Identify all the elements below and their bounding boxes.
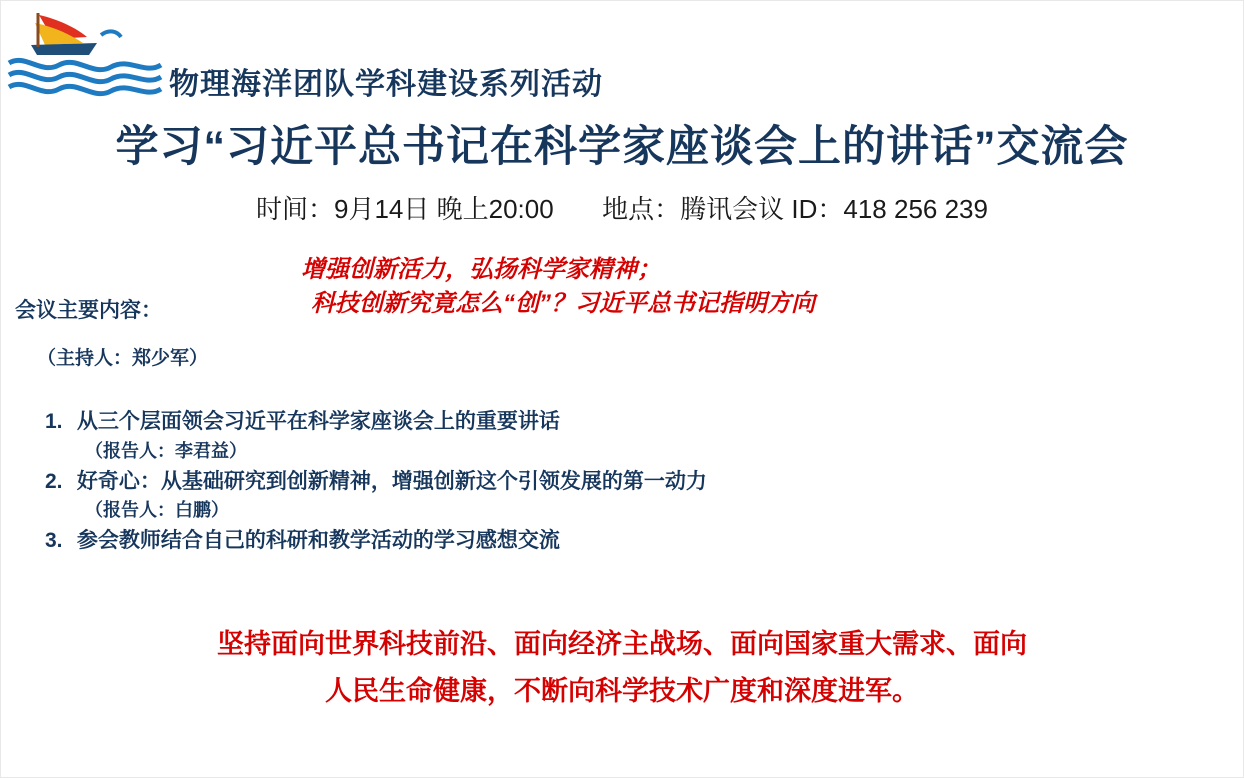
agenda-heading: 会议主要内容： xyxy=(15,299,162,322)
footer-quote-line-1: 坚持面向世界科技前沿、面向经济主战场、面向国家重大需求、面向 xyxy=(217,629,1027,659)
slogan-line-1: 增强创新活力，弘扬科学家精神； xyxy=(301,256,661,283)
agenda-item-speaker: （报告人：李君益） xyxy=(85,440,247,461)
slogan-line-2: 科技创新究竟怎么“创”？习近平总书记指明方向 xyxy=(311,290,815,318)
list-item xyxy=(45,525,1195,557)
meeting-meta xyxy=(1,189,1243,226)
agenda-item-number: 1. xyxy=(45,410,63,433)
agenda-item-text: 从三个层面领会习近平在科学家座谈会上的重要讲话 xyxy=(76,410,560,433)
agenda-item-number: 3. xyxy=(45,529,63,553)
agenda-item-line xyxy=(45,406,1195,438)
agenda-host: （主持人：郑少军） xyxy=(37,348,209,369)
meeting-place: 地点：腾讯会议 ID：418 256 239 xyxy=(602,194,988,224)
page-title: 学习“习近平总书记在科学家座谈会上的讲话”交流会 xyxy=(115,123,1129,171)
footer-quote-line-2: 人民生命健康，不断向科学技术广度和深度进军。 xyxy=(325,676,919,707)
meeting-time: 时间：9月14日 晚上20:00 xyxy=(256,194,554,224)
agenda-item-number: 2. xyxy=(45,469,63,493)
agenda-item-speaker: （报告人：白鹏） xyxy=(85,500,229,521)
list-item xyxy=(45,466,1195,524)
list-item xyxy=(45,406,1195,464)
agenda-item-text: 好奇心：从基础研究到创新精神，增强创新这个引领发展的第一动力 xyxy=(76,469,707,493)
footer-quote xyxy=(1,621,1243,716)
sailboat-waves-logo xyxy=(5,5,165,101)
agenda-item-text: 参会教师结合自己的科研和教学活动的学习感想交流 xyxy=(76,529,560,553)
agenda-list xyxy=(45,406,1195,559)
agenda-item-line xyxy=(45,466,1195,498)
agenda-item-line xyxy=(45,525,1195,557)
organization-line: 物理海洋团队学科建设系列活动 xyxy=(169,68,603,101)
slogan-block xyxy=(301,253,815,321)
